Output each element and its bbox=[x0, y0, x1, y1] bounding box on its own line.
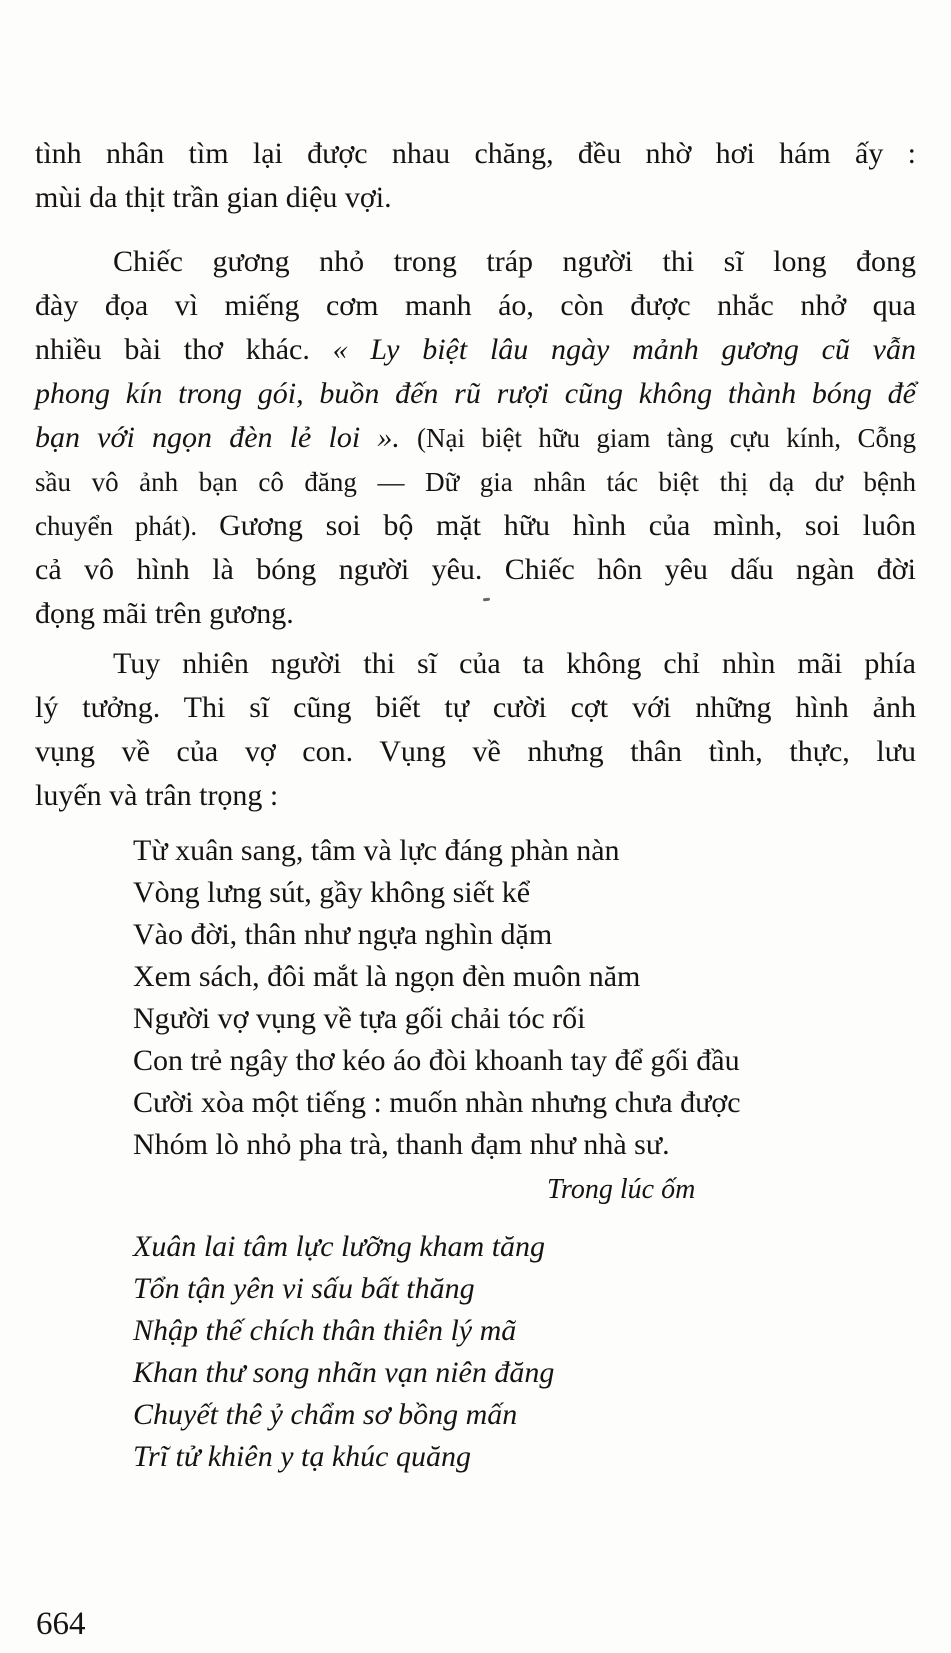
text-segment: sầu vô ảnh bạn cô đăng — Dữ gia nhân tác biệt thị dạ dư bệnh bbox=[35, 467, 916, 497]
text-segment: Người vợ vụng về tựa gối chải tóc rối bbox=[133, 1002, 586, 1035]
text-line bbox=[35, 548, 916, 592]
text-line bbox=[133, 830, 916, 872]
text-line bbox=[133, 1436, 916, 1478]
text-segment: vụng về của vợ con. Vụng về nhưng thân tình, thực, lưu bbox=[35, 735, 916, 768]
text-line bbox=[35, 328, 916, 372]
text-line bbox=[35, 774, 916, 818]
text-segment: tình nhân tìm lại được nhau chăng, đều nhờ hơi hám ấy : bbox=[35, 137, 916, 170]
text-line bbox=[35, 592, 916, 636]
text-segment: Nhập thế chích thân thiên lý mã bbox=[133, 1314, 517, 1347]
text-line bbox=[133, 956, 916, 998]
paragraph-mirror bbox=[35, 240, 916, 636]
poem-original-sino bbox=[35, 1226, 916, 1478]
text-segment: Trĩ tử khiên y tạ khúc quăng bbox=[133, 1440, 471, 1473]
text-segment: Xem sách, đôi mắt là ngọn đèn muôn năm bbox=[133, 960, 641, 993]
text-segment: Tuy nhiên người thi sĩ của ta không chỉ nhìn mãi phía bbox=[113, 647, 916, 680]
text-segment: Vào đời, thân như ngựa nghìn dặm bbox=[133, 918, 553, 951]
text-segment: Vòng lưng sút, gầy không siết kể bbox=[133, 876, 531, 909]
text-segment: Con trẻ ngây thơ kéo áo đòi khoanh tay để gối đầu bbox=[133, 1044, 740, 1077]
text-segment: chuyển phát). bbox=[35, 511, 220, 541]
text-line bbox=[133, 872, 916, 914]
text-segment: Cười xòa một tiếng : muốn nhàn nhưng chưa được bbox=[133, 1086, 741, 1119]
page-number: 664 bbox=[36, 1606, 86, 1642]
text-line bbox=[133, 1040, 916, 1082]
text-column bbox=[35, 132, 916, 1478]
text-segment: « Ly biệt lâu ngày mảnh gương cũ vẫn bbox=[332, 333, 916, 366]
text-line bbox=[35, 642, 916, 686]
text-segment: Tổn tận yên vi sấu bất thăng bbox=[133, 1272, 475, 1305]
text-segment: Khan thư song nhãn vạn niên đăng bbox=[133, 1356, 555, 1389]
text-segment: đọng mãi trên gương. bbox=[35, 597, 294, 630]
text-segment: Từ xuân sang, tâm và lực đáng phàn nàn bbox=[133, 834, 620, 867]
text-line bbox=[35, 416, 916, 460]
text-segment: mùi da thịt trần gian diệu vợi. bbox=[35, 181, 392, 214]
text-segment: Xuân lai tâm lực lưỡng kham tăng bbox=[133, 1230, 546, 1263]
text-line bbox=[133, 1124, 916, 1166]
text-line bbox=[35, 176, 916, 220]
text-line bbox=[35, 132, 916, 176]
text-segment: Nhóm lò nhỏ pha trà, thanh đạm như nhà sư. bbox=[133, 1128, 670, 1161]
text-segment: (Nại biệt hữu giam tàng cựu kính, Cỗng bbox=[417, 423, 916, 453]
text-line bbox=[35, 730, 916, 774]
text-line bbox=[133, 1082, 916, 1124]
text-segment: cả vô hình là bóng người yêu. Chiếc hôn yêu dấu ngàn đời bbox=[35, 553, 916, 586]
text-line bbox=[133, 1310, 916, 1352]
text-line bbox=[35, 504, 916, 548]
text-line bbox=[133, 1226, 916, 1268]
text-line bbox=[133, 1268, 916, 1310]
poem-attribution: Trong lúc ốm bbox=[547, 1174, 696, 1205]
text-line bbox=[35, 240, 916, 284]
text-segment: Chiếc gương nhỏ trong tráp người thi sĩ long đong bbox=[113, 245, 916, 278]
text-line bbox=[35, 460, 916, 504]
text-line bbox=[133, 1352, 916, 1394]
text-segment: lý tưởng. Thi sĩ cũng biết tự cười cợt với những hình ảnh bbox=[35, 691, 916, 724]
text-segment: Chuyết thê ỷ chẩm sơ bồng mấn bbox=[133, 1398, 518, 1431]
text-segment: luyến và trân trọng : bbox=[35, 779, 279, 812]
text-line bbox=[35, 284, 916, 328]
poem-translation bbox=[35, 830, 916, 1166]
text-line bbox=[133, 914, 916, 956]
text-segment: phong kín trong gói, buồn đến rũ rượi cũng không thành bóng để bbox=[35, 377, 916, 410]
text-line bbox=[133, 998, 916, 1040]
text-segment: Gương soi bộ mặt hữu hình của mình, soi luôn bbox=[219, 509, 916, 542]
text-line bbox=[35, 686, 916, 730]
text-segment: đày đọa vì miếng cơm manh áo, còn được nhắc nhở qua bbox=[35, 289, 916, 322]
paragraph-self-mockery bbox=[35, 642, 916, 818]
text-line bbox=[133, 1394, 916, 1436]
text-line bbox=[35, 372, 916, 416]
text-segment: nhiều bài thơ khác. bbox=[35, 333, 333, 366]
paragraph-opening bbox=[35, 132, 916, 220]
text-segment: bạn với ngọn đèn lẻ loi ». bbox=[35, 421, 418, 454]
